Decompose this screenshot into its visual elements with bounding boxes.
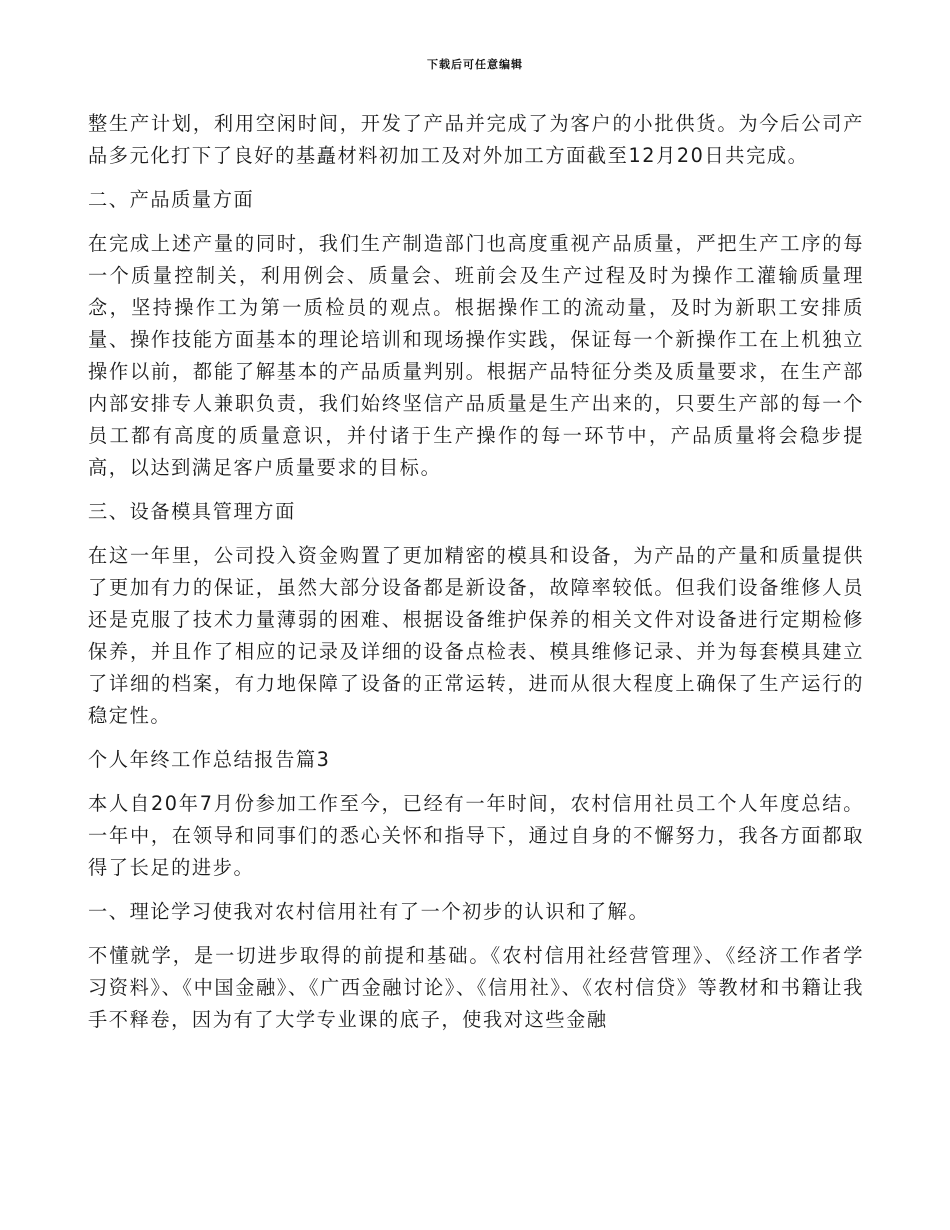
paragraph-intro: 本人自20年7月份参加工作至今，已经有一年时间，农村信用社员工个人年度总结。一年中，在领导和同事们的悉心关怀和指导下，通过自身的不懈努力，我各方面都取得了长足的进步。	[88, 792, 864, 879]
article-title: 个人年终工作总结报告篇3	[88, 748, 331, 771]
section-heading-quality: 二、产品质量方面	[88, 188, 255, 211]
section-heading-equipment: 三、设备模具管理方面	[88, 500, 296, 523]
paragraph-equipment: 在这一年里，公司投入资金购置了更加精密的模具和设备，为产品的产量和质量提供了更加有力的保证，虽然大部分设备都是新设备，故障率较低。但我们设备维修人员还是克服了技术力量薄弱的困难、根据设备维护保养的相关文件对设备进行定期检修保养，并且作了相应的记录及详细的设备点检表、模具维修记录、并为每套模具建立了详细的档案，有力地保障了设备的正常运转，进而从很大程度上确保了生产运行的稳定性。	[88, 544, 864, 727]
document-body	[88, 108, 864, 1048]
section-heading-theory: 一、理论学习使我对农村信用社有了一个初步的认识和了解。	[88, 900, 650, 923]
page-header-note: 下载后可任意编辑	[427, 58, 523, 71]
paragraph-continuation: 整生产计划，利用空闲时间，开发了产品并完成了为客户的小批供货。为今后公司产品多元化打下了良好的基矗材料初加工及对外加工方面截至12月20日共完成。	[88, 112, 864, 167]
paragraph-learning: 不懂就学，是一切进步取得的前提和基础。《农村信用社经营管理》、《经济工作者学习资料》、《中国金融》、《广西金融讨论》、《信用社》、《农村信贷》等教材和书籍让我手不释卷，因为有了大学专业课的底子，使我对这些金融	[88, 944, 864, 1031]
paragraph-quality: 在完成上述产量的同时，我们生产制造部门也高度重视产品质量，严把生产工序的每一个质量控制关，利用例会、质量会、班前会及生产过程及时为操作工灌输质量理念，坚持操作工为第一质检员的观点。根据操作工的流动量，及时为新职工安排质量、操作技能方面基本的理论培训和现场操作实践，保证每一个新操作工在上机独立操作以前，都能了解基本的产品质量判别。根据产品特征分类及质量要求，在生产部内部安排专人兼职负责，我们始终坚信产品质量是生产出来的，只要生产部的每一个员工都有高度的质量意识，并付诸于生产操作的每一环节中，产品质量将会稳步提高，以达到满足客户质量要求的目标。	[88, 232, 864, 479]
